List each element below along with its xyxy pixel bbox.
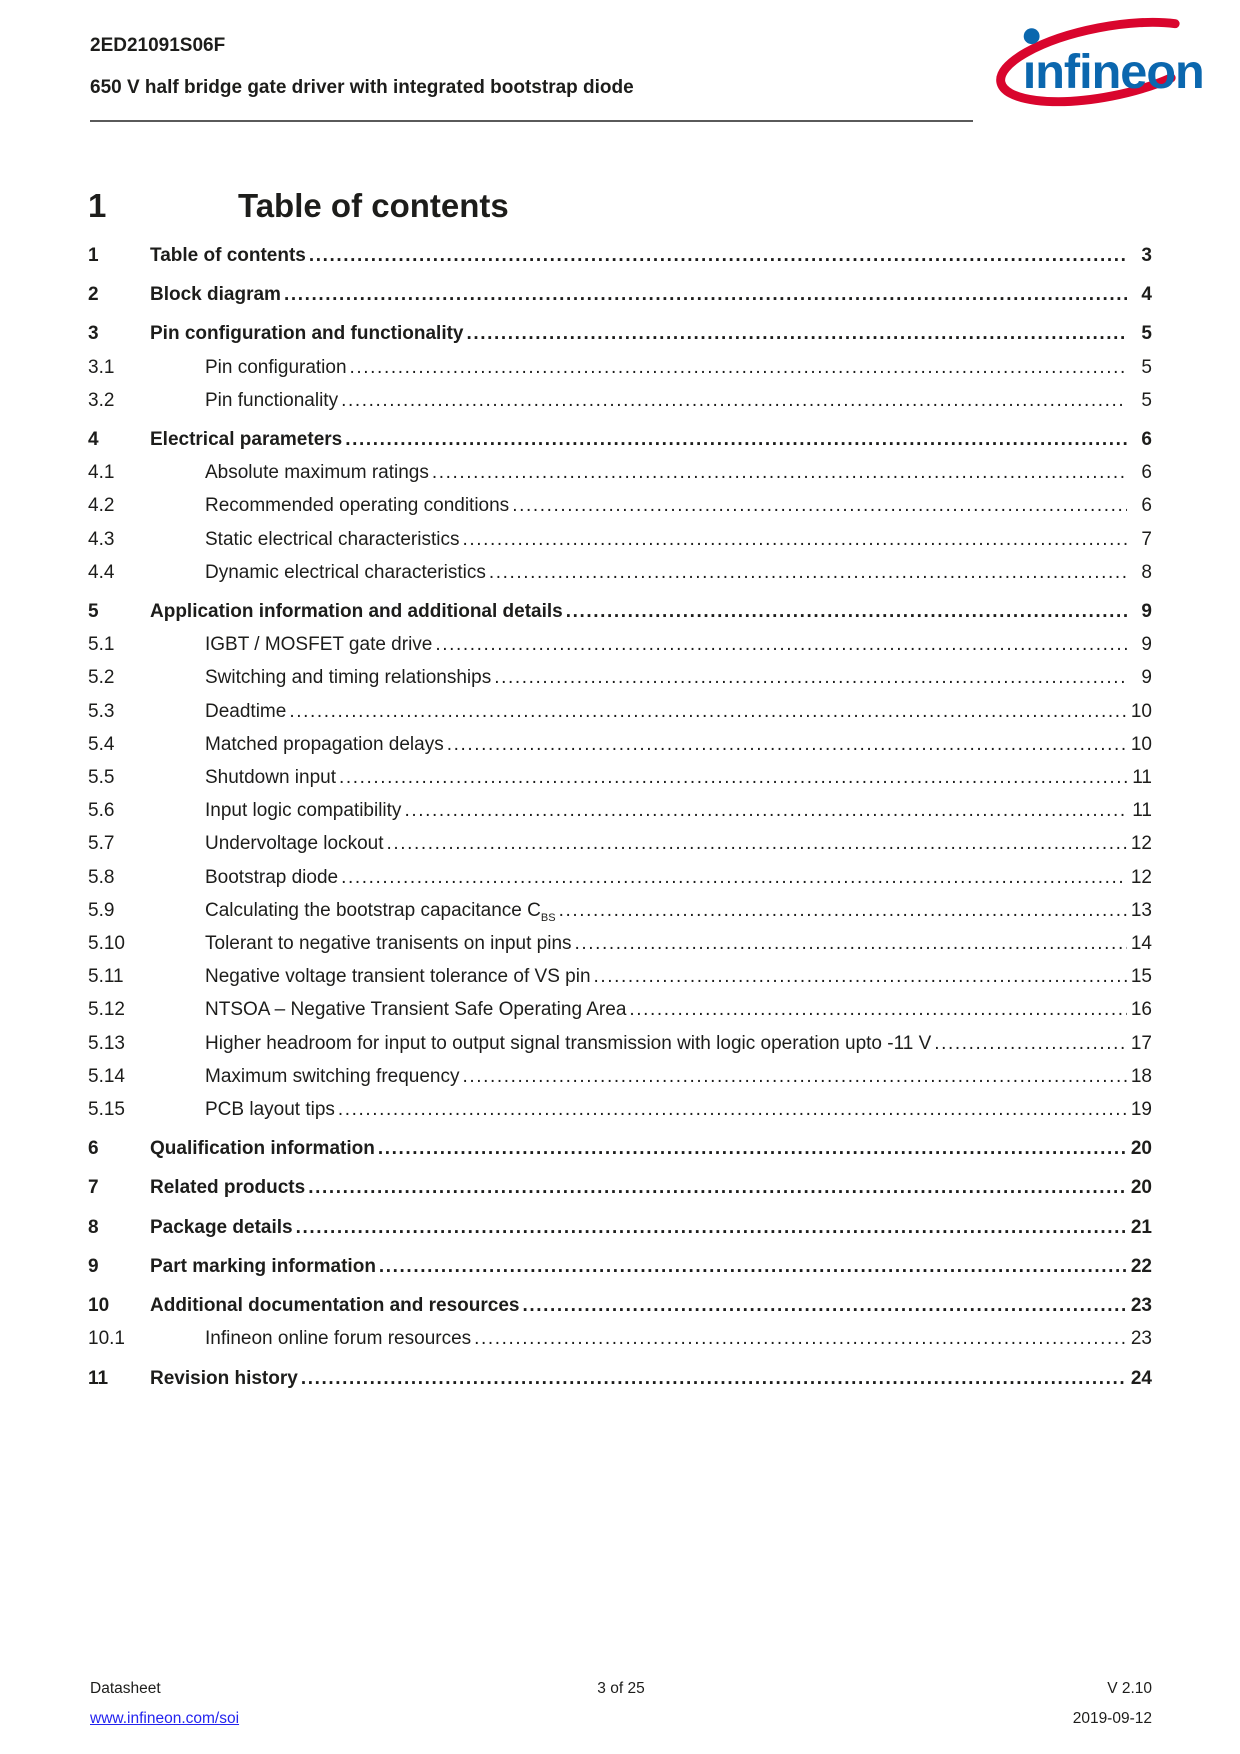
toc-entry-title-text: Related products (150, 1177, 306, 1199)
toc-entry-number: 5.7 (88, 833, 115, 855)
footer-version: V 2.10 (1107, 1680, 1152, 1697)
toc-entry-title-text: Infineon online forum resources (205, 1328, 472, 1350)
toc-entry-number: 4.3 (88, 528, 115, 550)
toc-entry-page: 10 (1130, 700, 1152, 722)
toc-entry-title[interactable] (150, 1293, 520, 1326)
toc-entry-title-text: Higher headroom for input to output signal transmission with logic operation upto -11 V (205, 1032, 932, 1054)
toc-entry-title-text: Undervoltage lockout (205, 833, 384, 855)
toc-entry-number: 1 (88, 245, 99, 266)
heading-number: 1 (88, 187, 107, 224)
toc-entry-title-text: NTSOA – Negative Transient Safe Operating Area (205, 999, 627, 1021)
toc-entry-title-text: Application information and additional details (150, 601, 563, 623)
toc-entry-number: 7 (88, 1177, 99, 1199)
toc-entry-number: 5.13 (88, 1032, 125, 1054)
toc-row[interactable] (88, 765, 1152, 798)
toc-entry-number: 2 (88, 284, 99, 306)
dot-leader (934, 1031, 1127, 1056)
toc-row[interactable] (88, 1175, 1152, 1208)
toc-entry-title-text: Matched propagation delays (205, 733, 444, 755)
toc-entry-page: 18 (1130, 1065, 1152, 1087)
toc-entry-title[interactable] (205, 798, 401, 831)
dot-leader (404, 798, 1127, 823)
toc-entry-title[interactable] (205, 865, 338, 898)
toc-entry-page: 19 (1130, 1099, 1152, 1121)
toc-entry-title-text: Shutdown input (205, 767, 336, 789)
logo-i-dot-icon (1024, 28, 1040, 44)
toc-entry-title[interactable] (205, 632, 432, 665)
toc-entry-title[interactable] (205, 898, 556, 931)
toc-entry-title[interactable] (205, 665, 491, 698)
toc-entry-page: 15 (1130, 966, 1152, 988)
toc-row[interactable] (88, 798, 1152, 831)
toc-entry-number: 6 (88, 1138, 99, 1160)
toc-entry-title[interactable] (205, 460, 429, 493)
toc-row[interactable] (88, 282, 1152, 315)
toc-entry-title[interactable] (205, 997, 626, 1030)
toc-entry-title-text: Additional documentation and resources (150, 1295, 520, 1317)
toc-entry-title-text: Electrical parameters (150, 429, 343, 451)
toc-entry-title-text: Maximum switching frequency (205, 1065, 460, 1087)
toc-entry-title[interactable] (150, 1215, 293, 1248)
toc-entry-page: 5 (1141, 356, 1152, 378)
toc-entry-title[interactable] (150, 427, 342, 460)
toc-entry-title-text: Block diagram (150, 284, 281, 306)
dot-leader (338, 1097, 1127, 1122)
toc-entry-title-text: Qualification information (150, 1138, 375, 1160)
toc-entry-title[interactable] (205, 527, 459, 560)
toc-entry-page: 12 (1130, 833, 1152, 855)
toc-row[interactable] (88, 1136, 1152, 1169)
toc-entry-title-text: Input logic compatibility (205, 800, 402, 822)
toc-entry-title-text: Table of contents (150, 245, 306, 266)
toc-entry-page: 6 (1141, 462, 1152, 484)
toc-entry-page: 5 (1141, 323, 1152, 345)
toc-entry-title-text: Static electrical characteristics (205, 528, 460, 550)
toc-entry-number: 3.1 (88, 356, 115, 378)
toc-entry-title-text: Calculating the bootstrap capacitance C (205, 899, 541, 921)
toc-row[interactable] (88, 931, 1152, 964)
dot-leader (447, 732, 1127, 757)
toc-entry-page: 20 (1130, 1138, 1152, 1160)
dot-leader (594, 964, 1127, 989)
toc-entry-title[interactable] (205, 699, 286, 732)
dot-leader (339, 765, 1127, 790)
toc-entry-number: 3.2 (88, 389, 115, 411)
toc-entry-page: 11 (1132, 800, 1152, 822)
footer-left (90, 1674, 597, 1734)
toc-entry-page: 22 (1130, 1255, 1152, 1277)
dot-leader (512, 493, 1127, 518)
infineon-logo (988, 12, 1236, 108)
dot-leader (378, 1136, 1127, 1161)
toc-row[interactable] (88, 632, 1152, 665)
toc-entry-title[interactable] (150, 321, 464, 354)
toc-entry-page: 24 (1130, 1367, 1152, 1389)
toc-entry-title[interactable] (150, 1175, 305, 1208)
toc-entry-page: 3 (1141, 245, 1152, 266)
dot-leader (462, 527, 1127, 552)
toc-heading (88, 188, 1152, 224)
toc-entry-number: 5 (88, 601, 99, 623)
dot-leader (284, 282, 1127, 307)
toc-entry-title[interactable] (205, 355, 347, 388)
toc-row[interactable] (88, 964, 1152, 997)
toc-entry-number: 5.5 (88, 767, 115, 789)
toc-row[interactable] (88, 865, 1152, 898)
toc-row[interactable] (88, 898, 1152, 931)
dot-leader (629, 997, 1127, 1022)
toc-row[interactable] (88, 599, 1152, 632)
toc-entry-page: 5 (1141, 389, 1152, 411)
toc-entry-title-text: Negative voltage transient tolerance of VS pin (205, 966, 591, 988)
dot-leader (575, 931, 1127, 956)
product-name: 2ED21091S06F (90, 35, 226, 56)
toc-entry-page: 20 (1130, 1177, 1152, 1199)
toc-entry-title[interactable] (205, 493, 509, 526)
toc-row[interactable] (88, 243, 1152, 276)
toc-row[interactable] (88, 732, 1152, 765)
toc-row[interactable] (88, 665, 1152, 698)
footer-link[interactable]: www.infineon.com/soi (90, 1710, 240, 1727)
toc-entry-title-text: Pin configuration (205, 356, 347, 378)
toc-entry-title-text: Recommended operating conditions (205, 495, 510, 517)
toc-entry-number: 5.1 (88, 634, 115, 656)
toc-row[interactable] (88, 527, 1152, 560)
dot-leader (289, 699, 1127, 724)
toc-entry-number: 5.11 (88, 966, 124, 988)
dot-leader (559, 898, 1127, 923)
toc-row[interactable] (88, 460, 1152, 493)
toc-row[interactable] (88, 1215, 1152, 1248)
toc-entry-title[interactable] (150, 1254, 376, 1287)
footer-date: 2019-09-12 (1072, 1710, 1152, 1727)
toc-entry-number: 5.15 (88, 1099, 125, 1121)
toc-entry-number: 4.2 (88, 495, 115, 517)
toc-entry-page: 16 (1130, 999, 1152, 1021)
toc-row[interactable] (88, 427, 1152, 460)
toc-row[interactable] (88, 1293, 1152, 1326)
toc-entry-title[interactable] (205, 831, 384, 864)
dot-leader (435, 632, 1127, 657)
dot-leader (566, 599, 1127, 624)
page-header (90, 36, 970, 98)
toc-entry-number: 3 (88, 323, 99, 345)
dot-leader (432, 460, 1127, 485)
dot-leader (341, 388, 1127, 413)
toc-entry-title[interactable] (150, 1366, 298, 1399)
toc-entry-title-text: Revision history (150, 1367, 298, 1389)
toc-entry-title[interactable] (205, 964, 591, 997)
toc-entry-number: 5.4 (88, 733, 115, 755)
toc-row[interactable] (88, 355, 1152, 388)
toc-entry-page: 8 (1141, 561, 1152, 583)
toc-entry-title[interactable] (205, 1326, 471, 1359)
toc-row[interactable] (88, 388, 1152, 421)
toc-entry-page: 23 (1130, 1295, 1152, 1317)
toc-row[interactable] (88, 1031, 1152, 1064)
dot-leader (474, 1326, 1127, 1351)
toc-entry-page: 21 (1130, 1216, 1152, 1238)
dot-leader (350, 355, 1127, 380)
toc-entry-title[interactable] (150, 282, 281, 315)
dot-leader (309, 243, 1127, 268)
toc-entry-title-text: Pin functionality (205, 389, 339, 411)
toc-entry-title-text: Dynamic electrical characteristics (205, 561, 486, 583)
dot-leader (523, 1293, 1128, 1318)
toc-entry-title-subscript: BS (540, 911, 556, 924)
toc-entry-title[interactable] (205, 765, 336, 798)
toc-entry-title[interactable] (205, 931, 572, 964)
toc-entry-title[interactable] (205, 560, 486, 593)
toc-entry-number: 11 (88, 1367, 109, 1389)
header-rule (90, 120, 973, 122)
toc-entry-number: 4 (88, 429, 99, 451)
toc-entry-title-text: Switching and timing relationships (205, 667, 492, 689)
dot-leader (489, 560, 1127, 585)
toc-row[interactable] (88, 997, 1152, 1030)
dot-leader (387, 831, 1128, 856)
toc-row[interactable] (88, 1254, 1152, 1287)
toc-entry-title[interactable] (205, 1064, 459, 1097)
page-title: Table of contents (238, 187, 509, 224)
dot-leader (345, 427, 1127, 452)
toc-entry-title-text: Tolerant to negative tranisents on input pins (205, 933, 572, 955)
toc-entry-title[interactable] (150, 599, 563, 632)
toc-entry-number: 5.3 (88, 700, 115, 722)
toc-entry-page: 10 (1130, 733, 1152, 755)
toc-entry-page: 9 (1141, 667, 1152, 689)
dot-leader (379, 1254, 1127, 1279)
toc-entry-page: 4 (1141, 284, 1152, 306)
toc-entry-page: 6 (1141, 495, 1152, 517)
toc-entry-page: 6 (1141, 429, 1152, 451)
toc-entry-title-text: Bootstrap diode (205, 866, 339, 888)
toc-row[interactable] (88, 321, 1152, 354)
toc-entry-title[interactable] (205, 732, 444, 765)
toc-entry-number: 10 (88, 1295, 110, 1317)
toc-entry-title-text: Absolute maximum ratings (205, 462, 429, 484)
toc-entry-number: 4.1 (88, 462, 115, 484)
toc-entry-title[interactable] (205, 1097, 335, 1130)
toc-row[interactable] (88, 831, 1152, 864)
toc-entry-page: 13 (1130, 899, 1152, 921)
toc-entry-page: 14 (1130, 933, 1152, 955)
footer-page-indicator: 3 of 25 (597, 1680, 645, 1697)
dot-leader (467, 321, 1128, 346)
toc-entry-number: 5.12 (88, 999, 125, 1021)
toc-entry-number: 9 (88, 1255, 99, 1277)
toc-row[interactable] (88, 1366, 1152, 1399)
toc-entry-page: 11 (1132, 767, 1152, 789)
toc-entry-number: 5.2 (88, 667, 115, 689)
toc-entry-number: 5.10 (88, 933, 125, 955)
toc-entry-title-text: Pin configuration and functionality (150, 323, 464, 345)
toc-entry-title-text: Package details (150, 1216, 293, 1238)
toc-entry-number: 5.14 (88, 1065, 125, 1087)
toc-entry-page: 9 (1141, 634, 1152, 656)
dot-leader (301, 1366, 1127, 1391)
toc-row[interactable] (88, 560, 1152, 593)
dot-leader (462, 1064, 1127, 1089)
toc-entry-page: 9 (1141, 601, 1152, 623)
toc-entry-number: 4.4 (88, 561, 115, 583)
toc-entry-title[interactable] (205, 1031, 931, 1064)
footer-doc-type: Datasheet (90, 1680, 161, 1697)
toc-entry-page: 17 (1130, 1032, 1152, 1054)
toc-entry-page: 12 (1130, 866, 1152, 888)
toc-list (88, 237, 1152, 1399)
toc-row[interactable] (88, 1326, 1152, 1359)
document-subtitle: 650 V half bridge gate driver with integrated bootstrap diode (90, 77, 634, 98)
toc-entry-number: 10.1 (88, 1328, 125, 1350)
toc-row[interactable] (88, 493, 1152, 526)
page-footer (90, 1674, 1152, 1734)
dot-leader (341, 865, 1127, 890)
dot-leader (296, 1215, 1127, 1240)
toc-row[interactable] (88, 1064, 1152, 1097)
toc-row[interactable] (88, 699, 1152, 732)
footer-right (645, 1674, 1152, 1734)
toc-entry-title[interactable] (150, 1136, 375, 1169)
dot-leader (494, 665, 1127, 690)
toc-row[interactable] (88, 1097, 1152, 1130)
toc-entry-title-text: Deadtime (205, 700, 287, 722)
toc-entry-number: 5.8 (88, 866, 115, 888)
toc-entry-title-text: Part marking information (150, 1255, 376, 1277)
toc-entry-number: 8 (88, 1216, 99, 1238)
toc-entry-title[interactable] (205, 388, 338, 421)
logo-text: ınfineon (1022, 44, 1204, 99)
dot-leader (308, 1175, 1127, 1200)
toc-entry-title[interactable] (150, 243, 306, 276)
toc-entry-page: 23 (1130, 1328, 1152, 1350)
toc-entry-number: 5.9 (88, 899, 115, 921)
toc-entry-title-text: PCB layout tips (205, 1099, 335, 1121)
toc-entry-page: 7 (1141, 528, 1152, 550)
toc-entry-number: 5.6 (88, 800, 115, 822)
infineon-logo-svg (988, 12, 1236, 108)
toc-entry-title-text: IGBT / MOSFET gate drive (205, 634, 433, 656)
